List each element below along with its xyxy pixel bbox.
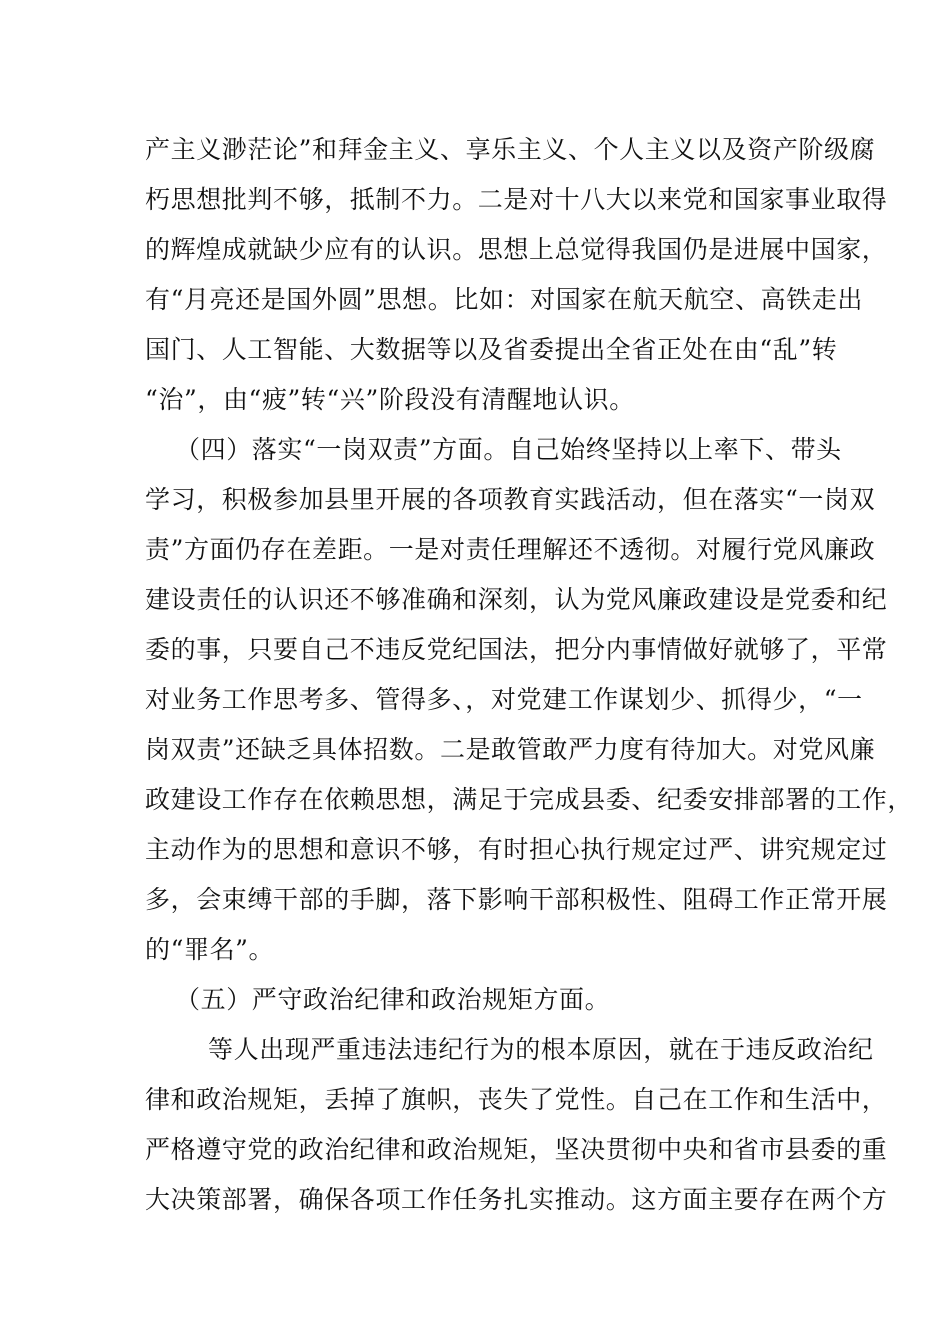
text-line: 等人出现严重违法违纪行为的根本原因，就在于违反政治纪 bbox=[208, 1035, 874, 1064]
text-line: 律和政治规矩，丢掉了旗帜，丧失了党性。自己在工作和生活中， bbox=[145, 1085, 888, 1114]
text-line: 政建设工作存在依赖思想，满足于完成县委、纪委安排部署的工作， bbox=[145, 785, 914, 814]
section-heading-4: （四）落实“一岗双责”方面。自己始终坚持以上率下、带头 bbox=[175, 435, 842, 464]
text-line: 大决策部署，确保各项工作任务扎实推动。这方面主要存在两个方 bbox=[145, 1185, 888, 1214]
text-line: 岗双责”还缺乏具体招数。二是敢管敢严力度有待加大。对党风廉 bbox=[145, 735, 876, 764]
text-line: 主动作为的思想和意识不够，有时担心执行规定过严、讲究规定过 bbox=[145, 835, 888, 864]
text-line: 委的事，只要自己不违反党纪国法，把分内事情做好就够了，平常 bbox=[145, 635, 888, 664]
text-line: 产主义渺茫论”和拜金主义、享乐主义、个人主义以及资产阶级腐 bbox=[145, 135, 876, 164]
text-line: 国门、人工智能、大数据等以及省委提出全省正处在由“乱”转 bbox=[145, 335, 838, 364]
text-line: 的辉煌成就缺少应有的认识。思想上总觉得我国仍是进展中国家， bbox=[145, 235, 888, 264]
text-line: 责”方面仍存在差距。一是对责任理解还不透彻。对履行党风廉政 bbox=[145, 535, 876, 564]
text-line: 朽思想批判不够，抵制不力。二是对十八大以来党和国家事业取得 bbox=[145, 185, 888, 214]
text-line: “治”，由“疲”转“兴”阶段没有清醒地认识。 bbox=[145, 385, 635, 414]
text-line: 严格遵守党的政治纪律和政治规矩，坚决贯彻中央和省市县委的重 bbox=[145, 1135, 888, 1164]
text-line: 的“罪名”。 bbox=[145, 935, 275, 964]
text-line: 有“月亮还是国外圆”思想。比如：对国家在航天航空、高铁走出 bbox=[145, 285, 863, 314]
section-heading-5: （五）严守政治纪律和政治规矩方面。 bbox=[175, 985, 611, 1014]
text-line: 建设责任的认识还不够准确和深刻，认为党风廉政建设是党委和纪 bbox=[145, 585, 888, 614]
text-line: 对业务工作思考多、管得多、，对党建工作谋划少、抓得少，“一 bbox=[145, 685, 863, 714]
text-line: 学习，积极参加县里开展的各项教育实践活动，但在落实“一岗双 bbox=[145, 485, 876, 514]
text-line: 多，会束缚干部的手脚，落下影响干部积极性、阻碍工作正常开展 bbox=[145, 885, 888, 914]
